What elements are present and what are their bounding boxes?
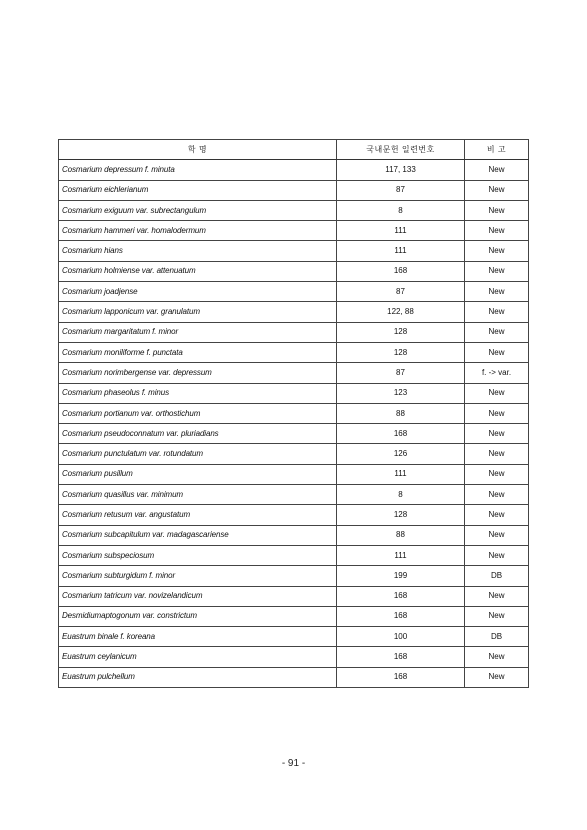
reference-number-cell: 87 xyxy=(337,282,465,302)
species-table xyxy=(58,139,529,688)
reference-number-cell: 117, 133 xyxy=(337,160,465,180)
species-name-cell: Cosmarium hians xyxy=(59,241,337,261)
species-name-cell: Desmidiumaptogonum var. constrictum xyxy=(59,606,337,626)
species-name-cell: Cosmarium exiguum var. subrectangulum xyxy=(59,200,337,220)
species-name-cell: Cosmarium quasillus var. minimum xyxy=(59,485,337,505)
species-name-cell: Cosmarium pusillum xyxy=(59,464,337,484)
remarks-cell: New xyxy=(465,302,529,322)
reference-number-cell: 168 xyxy=(337,586,465,606)
reference-number-cell: 87 xyxy=(337,363,465,383)
reference-number-cell: 199 xyxy=(337,566,465,586)
table-row xyxy=(59,545,529,565)
table-row xyxy=(59,525,529,545)
remarks-cell: New xyxy=(465,505,529,525)
remarks-cell: New xyxy=(465,383,529,403)
remarks-cell: New xyxy=(465,160,529,180)
table-row xyxy=(59,444,529,464)
table-row xyxy=(59,647,529,667)
table-row xyxy=(59,221,529,241)
header-remarks: 비 고 xyxy=(465,140,529,160)
table-row xyxy=(59,261,529,281)
reference-number-cell: 111 xyxy=(337,221,465,241)
remarks-cell: New xyxy=(465,485,529,505)
reference-number-cell: 168 xyxy=(337,667,465,687)
reference-number-cell: 100 xyxy=(337,627,465,647)
header-reference-number: 국내문헌 일련번호 xyxy=(337,140,465,160)
reference-number-cell: 168 xyxy=(337,424,465,444)
table-row xyxy=(59,464,529,484)
page-number: - 91 - xyxy=(281,758,306,769)
species-name-cell: Euastrum binale f. koreana xyxy=(59,627,337,647)
reference-number-cell: 122, 88 xyxy=(337,302,465,322)
remarks-cell: New xyxy=(465,424,529,444)
reference-number-cell: 111 xyxy=(337,464,465,484)
table-row xyxy=(59,627,529,647)
species-name-cell: Cosmarium margaritatum f. minor xyxy=(59,322,337,342)
reference-number-cell: 111 xyxy=(337,241,465,261)
species-name-cell: Cosmarium moniliforme f. punctata xyxy=(59,342,337,362)
species-name-cell: Cosmarium depressum f. minuta xyxy=(59,160,337,180)
remarks-cell: New xyxy=(465,545,529,565)
table-row xyxy=(59,160,529,180)
remarks-cell: New xyxy=(465,261,529,281)
remarks-cell: New xyxy=(465,322,529,342)
table-body xyxy=(59,160,529,688)
remarks-cell: f. -> var. xyxy=(465,363,529,383)
table-row xyxy=(59,505,529,525)
remarks-cell: New xyxy=(465,403,529,423)
reference-number-cell: 8 xyxy=(337,200,465,220)
remarks-cell: New xyxy=(465,241,529,261)
header-scientific-name: 학 명 xyxy=(59,140,337,160)
remarks-cell: New xyxy=(465,342,529,362)
species-name-cell: Cosmarium subturgidum f. minor xyxy=(59,566,337,586)
species-name-cell: Cosmarium holmiense var. attenuatum xyxy=(59,261,337,281)
table-row xyxy=(59,383,529,403)
table-row xyxy=(59,667,529,687)
table-row xyxy=(59,566,529,586)
table-row xyxy=(59,403,529,423)
remarks-cell: New xyxy=(465,180,529,200)
reference-number-cell: 168 xyxy=(337,647,465,667)
species-name-cell: Cosmarium pseudoconnatum var. pluriadians xyxy=(59,424,337,444)
reference-number-cell: 168 xyxy=(337,606,465,626)
table-row xyxy=(59,342,529,362)
remarks-cell: New xyxy=(465,200,529,220)
reference-number-cell: 111 xyxy=(337,545,465,565)
table-row xyxy=(59,200,529,220)
remarks-cell: DB xyxy=(465,627,529,647)
table-row xyxy=(59,322,529,342)
table-row xyxy=(59,586,529,606)
species-name-cell: Cosmarium subcapitulum var. madagascariense xyxy=(59,525,337,545)
table-row xyxy=(59,606,529,626)
remarks-cell: New xyxy=(465,647,529,667)
reference-number-cell: 123 xyxy=(337,383,465,403)
species-name-cell: Cosmarium subspeciosum xyxy=(59,545,337,565)
species-name-cell: Cosmarium phaseolus f. minus xyxy=(59,383,337,403)
remarks-cell: New xyxy=(465,525,529,545)
reference-number-cell: 87 xyxy=(337,180,465,200)
reference-number-cell: 128 xyxy=(337,505,465,525)
table-row xyxy=(59,363,529,383)
remarks-cell: New xyxy=(465,221,529,241)
remarks-cell: New xyxy=(465,606,529,626)
table-row xyxy=(59,302,529,322)
species-name-cell: Cosmarium tatricum var. novizelandicum xyxy=(59,586,337,606)
remarks-cell: New xyxy=(465,667,529,687)
reference-number-cell: 128 xyxy=(337,322,465,342)
table-row xyxy=(59,282,529,302)
reference-number-cell: 126 xyxy=(337,444,465,464)
species-name-cell: Cosmarium eichlerianum xyxy=(59,180,337,200)
species-name-cell: Cosmarium retusum var. angustatum xyxy=(59,505,337,525)
remarks-cell: New xyxy=(465,464,529,484)
table-row xyxy=(59,180,529,200)
reference-number-cell: 168 xyxy=(337,261,465,281)
species-name-cell: Cosmarium norimbergense var. depressum xyxy=(59,363,337,383)
remarks-cell: New xyxy=(465,282,529,302)
species-name-cell: Cosmarium portianum var. orthostichum xyxy=(59,403,337,423)
reference-number-cell: 8 xyxy=(337,485,465,505)
species-name-cell: Cosmarium joadjense xyxy=(59,282,337,302)
remarks-cell: DB xyxy=(465,566,529,586)
species-name-cell: Euastrum pulchellum xyxy=(59,667,337,687)
table-row xyxy=(59,424,529,444)
species-name-cell: Cosmarium lapponicum var. granulatum xyxy=(59,302,337,322)
table-row xyxy=(59,485,529,505)
species-name-cell: Euastrum ceylanicum xyxy=(59,647,337,667)
species-name-cell: Cosmarium hammeri var. homalodermum xyxy=(59,221,337,241)
reference-number-cell: 88 xyxy=(337,525,465,545)
reference-number-cell: 88 xyxy=(337,403,465,423)
remarks-cell: New xyxy=(465,444,529,464)
remarks-cell: New xyxy=(465,586,529,606)
table-row xyxy=(59,241,529,261)
species-name-cell: Cosmarium punctulatum var. rotundatum xyxy=(59,444,337,464)
table-header-row xyxy=(59,140,529,160)
reference-number-cell: 128 xyxy=(337,342,465,362)
